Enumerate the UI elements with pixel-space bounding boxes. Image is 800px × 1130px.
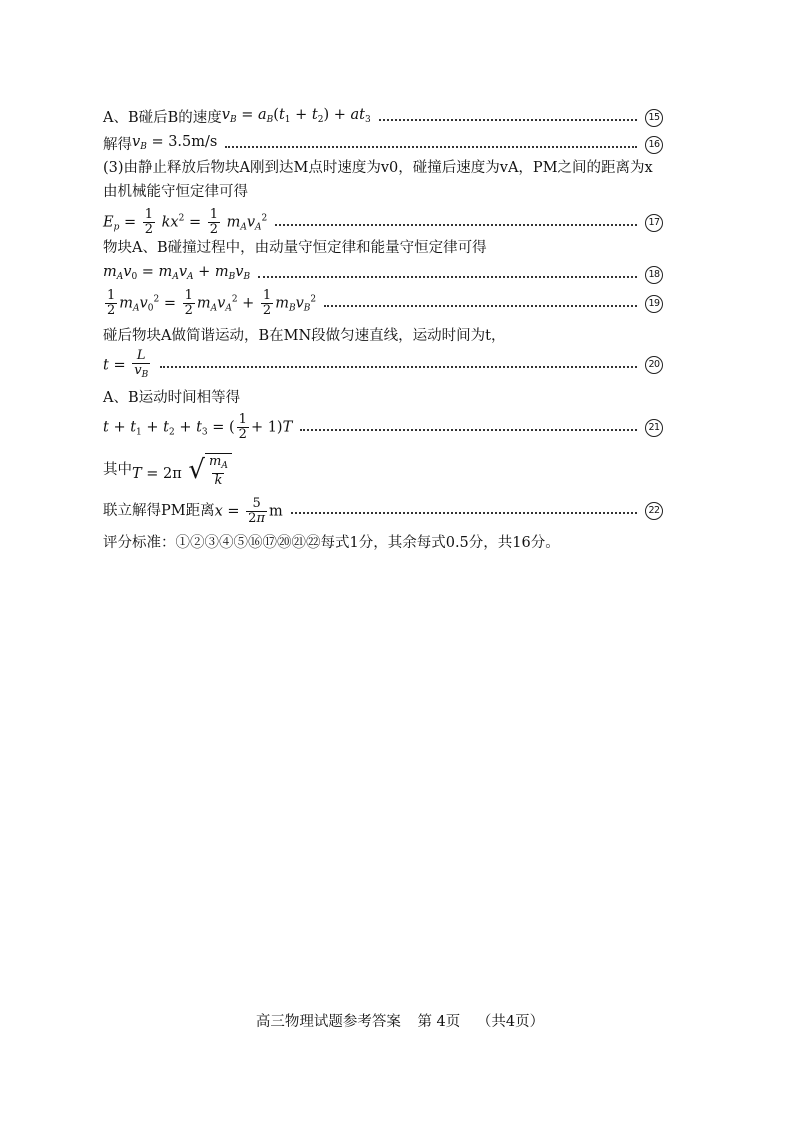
text-line-shm <box>103 326 506 346</box>
formula: $m_Av_0 = m_Av_A + m_Bv_B$ <box>103 264 251 282</box>
formula: T = 2π √ $\frac{m_A}{k}$ <box>132 453 232 488</box>
line-text: 物块A、B碰撞过程中，由动量守恒定律和能量守恒定律可得 <box>103 240 487 256</box>
equation-number: 20 <box>645 356 663 374</box>
formula: t = $\frac{L}{v_B}$ <box>103 347 149 380</box>
line-text: (3)由静止释放后物块A刚到达M点时速度为v0，碰撞后速度为vA，PM之间的距离为x <box>103 160 653 176</box>
text-line-momentum <box>103 238 487 258</box>
formula: $t + t_1 + t_2 + t_3$ = ( $\frac{1}{2}$ + 1)T <box>103 412 293 443</box>
dotted-leader <box>225 146 637 148</box>
equation-line-18 <box>103 262 663 287</box>
formula: x = $\frac{5}{2\pi}$ m <box>214 495 283 526</box>
text-line-period <box>103 450 232 490</box>
equation-number: 17 <box>645 214 663 232</box>
line-text: 解得 <box>103 136 132 153</box>
page-footer <box>0 1010 800 1031</box>
dotted-leader <box>300 429 637 431</box>
line-text: 由机械能守恒定律可得 <box>103 184 248 200</box>
dotted-leader <box>258 276 637 278</box>
dotted-leader <box>275 224 637 226</box>
footer-total: （共4页） <box>476 1014 545 1030</box>
text-line-part3 <box>103 158 653 178</box>
dotted-leader <box>291 512 637 514</box>
line-text: A、B运动时间相等得 <box>103 390 241 406</box>
equation-line-22 <box>103 494 663 528</box>
equation-line-16 <box>103 132 663 157</box>
line-text: 碰后物块A做简谐运动，B在MN段做匀速直线，运动时间为t， <box>103 328 506 344</box>
dotted-leader <box>324 305 637 307</box>
line-text: A、B碰后B的速度 <box>103 109 222 126</box>
equation-line-21 <box>103 411 663 445</box>
grading-standard <box>103 533 560 553</box>
equation-line-19 <box>103 287 663 321</box>
equation-number: 19 <box>645 295 663 313</box>
equation-number: 15 <box>645 109 663 127</box>
formula: $v_B = a_B(t_1 + t_2) + at_3$ <box>221 107 371 125</box>
text-line-energy <box>103 182 248 202</box>
equation-number: 18 <box>645 266 663 284</box>
equation-number: 22 <box>645 502 663 520</box>
formula: $E_p$ = $\frac{1}{2}$ $kx^2$ = $\frac{1}{2}$ $m_Av_A^2$ <box>103 207 268 238</box>
formula: $\frac{1}{2}$ $m_Av_0^2$ = $\frac{1}{2}$ $m_Av_A^2$ + $\frac{1}{2}$ $m_Bv_B^2$ <box>107 288 317 319</box>
footer-page: 第 4页 <box>417 1014 461 1030</box>
equation-line-20 <box>103 348 663 382</box>
text-line-equal-time <box>103 388 240 408</box>
line-text: 其中 <box>103 462 132 478</box>
equation-line-17 <box>103 206 663 240</box>
footer-title: 高三物理试题参考答案 <box>255 1014 401 1030</box>
equation-number: 16 <box>645 136 663 154</box>
equation-line-15 <box>103 105 663 130</box>
line-text: 评分标准：①②③④⑤⑯⑰⑳㉑㉒每式1分，其余每式0.5分，共16分。 <box>103 535 560 551</box>
equation-number: 21 <box>645 419 663 437</box>
line-text: 联立解得PM距离 <box>103 503 215 519</box>
dotted-leader <box>160 366 637 368</box>
formula: $v_B = 3.5m/s$ <box>132 134 218 152</box>
dotted-leader <box>379 119 637 121</box>
